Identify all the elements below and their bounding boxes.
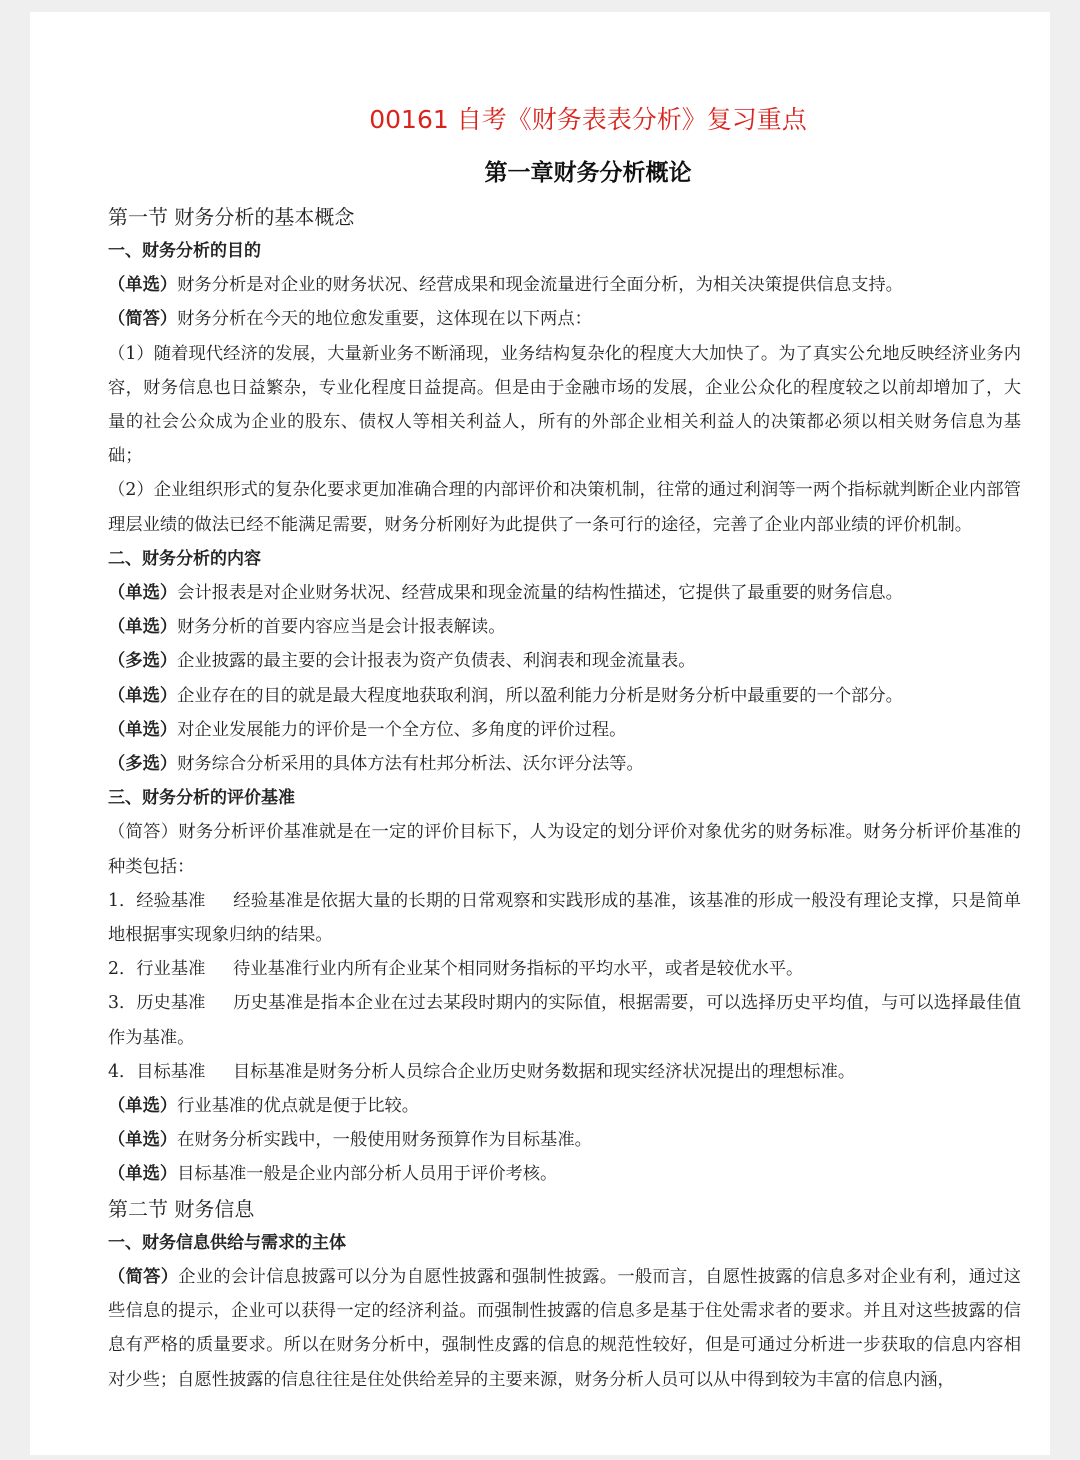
question-type-tag: （单选） <box>108 1164 178 1185</box>
paragraph <box>108 302 1021 336</box>
question-type-tag: （简答） <box>108 309 178 330</box>
paragraph-text: 企业存在的目的就是最大程度地获取利润，所以盈利能力分析是财务分析中最重要的一个部分。 <box>177 685 903 706</box>
paragraph <box>108 747 1021 781</box>
paragraph <box>108 644 1021 678</box>
paragraph-text: 对企业发展能力的评价是一个全方位、多角度的评价过程。 <box>177 719 627 740</box>
paragraph-text: 会计报表是对企业财务状况、经营成果和现金流量的结构性描述，它提供了最重要的财务信息。 <box>177 583 903 604</box>
paragraph <box>108 337 1021 474</box>
question-type-tag: （简答） <box>108 1266 179 1287</box>
subsection-heading: 三、财务分析的评价基准 <box>108 788 295 809</box>
document-title: 00161 自考《财务表表分析》复习重点 <box>369 105 807 134</box>
paragraph-text: 财务分析在今天的地位愈发重要，这体现在以下两点： <box>177 309 592 330</box>
paragraph-text: 历史基准是指本企业在过去某段时期内的实际值，根据需要，可以选择历史平均值，与可以选择最佳值作为基准。 <box>108 993 1021 1048</box>
paragraph-text: 企业的会计信息披露可以分为自愿性披露和强制性披露。一般而言，自愿性披露的信息多对企业有利，通过这些信息的提示，企业可以获得一定的经济利益。而强制性披露的信息多是基于住处需求者的要求。并且对这些披露的信息有严格的质量要求。所以在财务分析中，强制性皮露的信息的规范性较好，但是可通过分析进一步获取的信息内容相对少些；自愿性披露的信息往往是住处供给差异的主要来源，财务分析人员可以从中得到较为丰富的信息内涵， <box>108 1266 1021 1390</box>
paragraph <box>108 1157 1021 1191</box>
chapter-title: 第一章财务分析概论 <box>484 160 692 186</box>
paragraph-text: 目标基准一般是企业内部分析人员用于评价考核。 <box>177 1164 558 1185</box>
question-type-tag: （单选） <box>108 1096 178 1117</box>
paragraph-text: 企业披露的最主要的会计报表为资产负债表、利润表和现金流量表。 <box>177 651 696 672</box>
paragraph-text: 待业基准行业内所有企业某个相同财务指标的平均水平，或者是较优水平。 <box>233 959 804 980</box>
question-type-tag: （单选） <box>108 583 178 604</box>
paragraph <box>108 576 1021 610</box>
paragraph <box>108 679 1021 713</box>
question-type-tag: （多选） <box>108 651 178 672</box>
question-type-tag: （多选） <box>108 754 178 775</box>
document-body <box>108 200 1021 1397</box>
subsection-heading: 一、财务分析的目的 <box>108 241 261 261</box>
paragraph-text: 财务综合分析采用的具体方法有杜邦分析法、沃尔评分法等。 <box>177 754 644 775</box>
paragraph <box>108 1260 1021 1397</box>
paragraph-text: 财务分析评价基准就是在一定的评价目标下，人为设定的划分评价对象优劣的财务标准。财务分析评价基准的种类包括： <box>108 822 1021 877</box>
paragraph <box>108 1089 1021 1123</box>
paragraph-text: 财务分析的首要内容应当是会计报表解读。 <box>177 617 506 638</box>
paragraph <box>108 815 1021 883</box>
question-type-tag: （单选） <box>108 275 178 296</box>
paragraph-text: 目标基准是财务分析人员综合企业历史财务数据和现实经济状况提出的理想标准。 <box>233 1061 856 1082</box>
item-label: 4．目标基准 <box>108 1061 206 1082</box>
paragraph-text: 在财务分析实践中，一般使用财务预算作为目标基准。 <box>177 1130 592 1151</box>
question-type-tag: （单选） <box>108 617 178 638</box>
numbered-item <box>108 1055 1021 1089</box>
paragraph <box>108 473 1021 541</box>
paragraph-text: （2）企业组织形式的复杂化要求更加准确合理的内部评价和决策机制，往常的通过利润等一两个指标就判断企业内部管理层业绩的做法已经不能满足需要，财务分析刚好为此提供了一条可行的途径，完善了企业内部业绩的评价机制。 <box>108 480 1021 535</box>
paragraph-text: （1）随着现代经济的发展，大量新业务不断涌现，业务结构复杂化的程度大大加快了。为了真实公允地反映经济业务内容，财务信息也日益繁杂，专业化程度日益提高。但是由于金融市场的发展，企业公众化的程度较之以前却增加了，大量的社会公众成为企业的股东、债权人等相关利益人，所有的外部企业相关利益人的决策都必须以相关财务信息为基础； <box>108 343 1021 467</box>
paragraph <box>108 713 1021 747</box>
item-label: 1．经验基准 <box>108 890 206 911</box>
section-title: 第一节 财务分析的基本概念 <box>108 205 355 229</box>
section-title: 第二节 财务信息 <box>108 1196 255 1221</box>
question-type-tag: （单选） <box>108 685 178 706</box>
question-type-tag: （简答） <box>108 822 179 843</box>
item-label: 3．历史基准 <box>108 993 206 1014</box>
numbered-item <box>108 884 1021 952</box>
paragraph <box>108 268 1021 302</box>
subsection-heading: 二、财务分析的内容 <box>108 548 261 569</box>
item-label: 2．行业基准 <box>108 959 206 980</box>
paragraph <box>108 1123 1021 1157</box>
question-type-tag: （单选） <box>108 1130 178 1151</box>
question-type-tag: （单选） <box>108 719 178 740</box>
numbered-item <box>108 986 1021 1054</box>
numbered-item <box>108 952 1021 986</box>
paragraph-text: 财务分析是对企业的财务状况、经营成果和现金流量进行全面分析，为相关决策提供信息支持。 <box>177 275 903 296</box>
paragraph-text: 行业基准的优点就是便于比较。 <box>177 1096 420 1117</box>
paragraph <box>108 610 1021 644</box>
paragraph-text: 经验基准是依据大量的长期的日常观察和实践形成的基准，该基准的形成一般没有理论支撑，只是简单地根据事实现象归纳的结果。 <box>108 890 1021 946</box>
subsection-heading: 一、财务信息供给与需求的主体 <box>108 1232 346 1253</box>
